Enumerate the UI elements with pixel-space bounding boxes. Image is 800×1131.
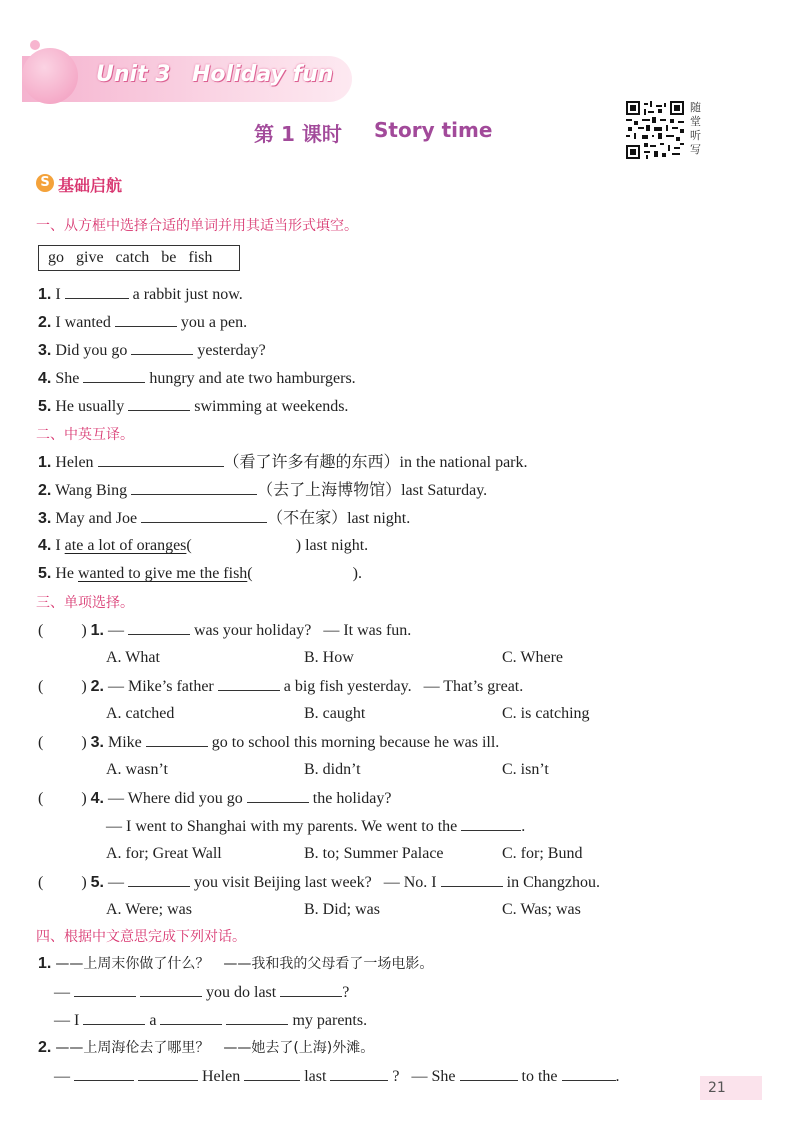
p1-blank-3[interactable]	[131, 340, 193, 355]
q5-row: ( ) 5. — you visit Beijing last week? — No. I in Changzhou.	[38, 874, 600, 891]
lesson-subtitle: Story time	[374, 118, 493, 142]
q4-row: ( ) 4. — Where did you go the holiday?	[38, 790, 392, 807]
q4-blank-1[interactable]	[247, 788, 309, 803]
d2-blank-2[interactable]	[138, 1066, 198, 1081]
p1-item-1: 1. I a rabbit just now.	[38, 286, 243, 303]
unit-title: Holiday fun	[192, 62, 334, 87]
p2-blank-1[interactable]	[98, 452, 224, 467]
d1-blank-1[interactable]	[74, 982, 136, 997]
d2-blank-6[interactable]	[562, 1066, 616, 1081]
q3-option-a[interactable]: A. wasn’t	[106, 761, 168, 778]
p1-item-3: 3. Did you go yesterday?	[38, 342, 266, 359]
q2-row: ( ) 2. — Mike’s father a big fish yesterday. — That’s great.	[38, 678, 524, 695]
q5-option-c[interactable]: C. Was; was	[502, 901, 581, 918]
d1-blank-4[interactable]	[83, 1010, 145, 1025]
part2-title: 二、中英互译。	[36, 427, 134, 443]
q1-row: ( ) 1. — was your holiday? — It was fun.	[38, 622, 412, 639]
p2-underlined-5: wanted to give me the fish	[78, 565, 248, 582]
d2-blank-1[interactable]	[74, 1066, 134, 1081]
part3-title: 三、单项选择。	[36, 595, 134, 611]
p1-blank-1[interactable]	[65, 284, 129, 299]
q4-row-2: — I went to Shanghai with my parents. We went to the .	[106, 818, 526, 835]
p2-item-5: 5. He wanted to give me the fish( ).	[38, 565, 362, 582]
q2-option-c[interactable]: C. is catching	[502, 705, 590, 722]
p2-underlined-4: ate a lot of oranges	[64, 537, 187, 554]
p1-item-5: 5. He usually swimming at weekends.	[38, 398, 349, 415]
q1-option-a[interactable]: A. What	[106, 649, 160, 666]
p2-blank-2[interactable]	[131, 480, 257, 495]
d2-line-1: — Helen last ? — She to the .	[54, 1068, 620, 1085]
q5-blank-1[interactable]	[128, 872, 190, 887]
part1-title: 一、从方框中选择合适的单词并用其适当形式填空。	[36, 218, 358, 234]
banner-dot-icon	[30, 40, 40, 50]
qr-caption: 随 堂 听 写	[690, 101, 701, 156]
p1-item-4: 4. She hungry and ate two hamburgers.	[38, 370, 356, 387]
p2-item-2: 2. Wang Bing （去了上海博物馆）last Saturday.	[38, 482, 488, 499]
p2-item-3: 3. May and Joe （不在家）last night.	[38, 510, 411, 527]
lesson-title: 第 1 课时	[254, 122, 342, 146]
qr-code-icon[interactable]	[626, 101, 684, 159]
section-basic-title: 基础启航	[58, 176, 123, 195]
q2-option-a[interactable]: A. catched	[106, 705, 175, 722]
q4-option-a[interactable]: A. for; Great Wall	[106, 845, 222, 862]
q3-blank[interactable]	[146, 732, 208, 747]
q3-option-b[interactable]: B. didn’t	[304, 761, 361, 778]
q1-blank[interactable]	[128, 620, 190, 635]
p1-blank-4[interactable]	[83, 368, 145, 383]
d1-prompt: 1. ——上周末你做了什么？ ——我和我的父母看了一场电影。	[38, 955, 434, 972]
d1-line-1: — you do last ?	[54, 984, 350, 1001]
d2-blank-5[interactable]	[460, 1066, 518, 1081]
q2-option-b[interactable]: B. caught	[304, 705, 366, 722]
d1-blank-3[interactable]	[280, 982, 342, 997]
word-box: go give catch be fish	[38, 245, 240, 271]
section-basic-icon: S	[36, 174, 54, 192]
d1-blank-2[interactable]	[140, 982, 202, 997]
p1-blank-2[interactable]	[115, 312, 177, 327]
p2-item-4: 4. I ate a lot of oranges( ) last night.	[38, 537, 369, 554]
p1-item-2: 2. I wanted you a pen.	[38, 314, 248, 331]
q1-option-c[interactable]: C. Where	[502, 649, 564, 666]
page-number: 21	[708, 1080, 726, 1096]
d2-blank-3[interactable]	[244, 1066, 300, 1081]
q4-option-c[interactable]: C. for; Bund	[502, 845, 583, 862]
q2-blank[interactable]	[218, 676, 280, 691]
banner-circle	[22, 48, 78, 104]
unit-label: Unit 3	[96, 62, 171, 87]
q4-blank-2[interactable]	[461, 816, 521, 831]
q4-option-b[interactable]: B. to; Summer Palace	[304, 845, 444, 862]
q3-row: ( ) 3. Mike go to school this morning because he was ill.	[38, 734, 500, 751]
d2-prompt: 2. ——上周海伦去了哪里？ ——她去了(上海)外滩。	[38, 1039, 375, 1056]
p2-item-1: 1. Helen （看了许多有趣的东西）in the national park.	[38, 454, 528, 471]
part4-title: 四、根据中文意思完成下列对话。	[36, 929, 246, 945]
d1-line-2: — I a my parents.	[54, 1012, 368, 1029]
d2-blank-4[interactable]	[330, 1066, 388, 1081]
q3-option-c[interactable]: C. isn’t	[502, 761, 549, 778]
d1-blank-5[interactable]	[160, 1010, 222, 1025]
q1-option-b[interactable]: B. How	[304, 649, 354, 666]
q5-option-b[interactable]: B. Did; was	[304, 901, 380, 918]
p1-blank-5[interactable]	[128, 396, 190, 411]
d1-blank-6[interactable]	[226, 1010, 288, 1025]
q5-blank-2[interactable]	[441, 872, 503, 887]
p2-blank-3[interactable]	[141, 508, 267, 523]
q5-option-a[interactable]: A. Were; was	[106, 901, 192, 918]
